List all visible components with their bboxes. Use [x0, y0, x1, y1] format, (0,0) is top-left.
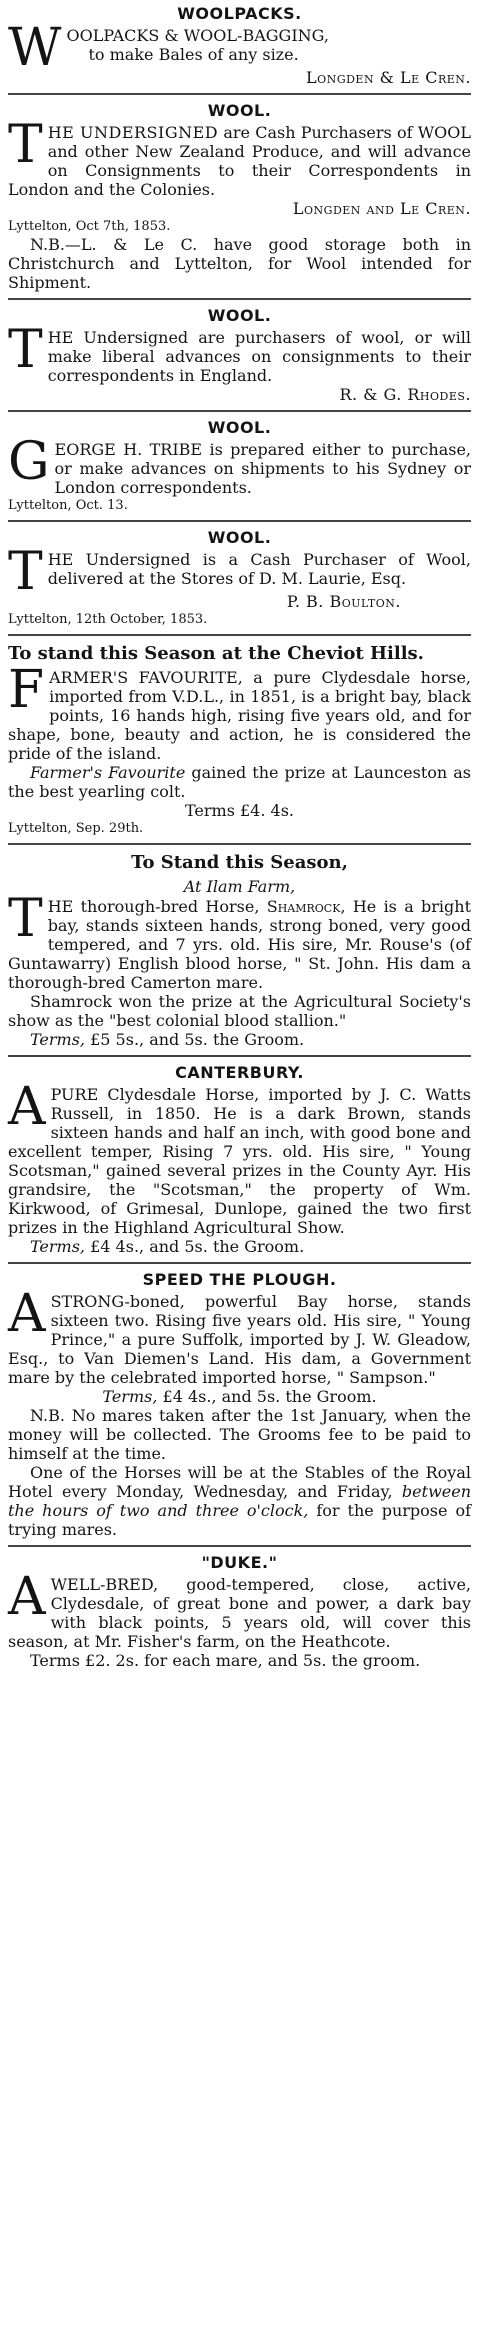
ad-dateline: Lyttelton, Oct. 13. [8, 498, 128, 513]
ad-heading: WOOL. [207, 101, 272, 120]
ad-note: for the purpose of trying mares. [8, 1501, 471, 1539]
ad-signature: R. & G. Rhodes. [339, 385, 471, 404]
drop-cap: A [8, 1567, 46, 1627]
ad-body: EORGE H. TRIBE is prepared either to purchase, or make advances on shipments to his Sydney or London correspondents. [54, 440, 471, 497]
ad-body: HE thorough-bred Horse, [47, 897, 260, 916]
divider [8, 1055, 471, 1057]
divider [8, 520, 471, 522]
drop-cap: A [8, 1077, 46, 1137]
ad-body: HE Undersigned are purchasers of wool, or will make liberal advances on consignments to their correspondents in England. [47, 328, 471, 385]
ad-terms-label: Terms, [102, 1387, 158, 1406]
ad-terms-label: Terms, [30, 1030, 86, 1049]
ad-heading: "DUKE." [201, 1553, 278, 1572]
divider [8, 843, 471, 845]
drop-cap: T [8, 115, 43, 175]
ad-canterbury [8, 1063, 471, 1256]
ad-body: He is a bright bay, stands sixteen hands, strong boned, very good tempered, and 7 yrs. old. His sire, Mr. Rouse's (of Guntawarry) English blood horse, " St. John. His dam a thorough-bred Camerton mare. [8, 897, 472, 992]
ad-farmers-favourite [8, 642, 471, 837]
ad-note-emphasis: between the hours of two and three o'clock, [8, 1482, 471, 1520]
drop-cap: T [8, 542, 43, 602]
divider [8, 634, 471, 636]
drop-cap: G [8, 432, 50, 492]
ad-duke [8, 1553, 471, 1670]
ad-signature: Longden & Le Cren. [306, 68, 471, 87]
ad-first-word: HE UNDERSIGNED [47, 123, 219, 142]
ad-body: ARMER'S FAVOURITE, a pure Clydesdale horse, imported from V.D.L., in 1851, is a bright bay, black points, 16 hands high, rising five years old, and for shape, bone, beauty and action, he is considered the pride of the island. [8, 668, 471, 763]
ad-body: are Cash Purchasers of WOOL and other New Zealand Produce, and will advance on Consignments to their Correspondents in London and the Colonies. [8, 123, 472, 199]
horse-name: Shamrock, [266, 897, 346, 916]
divider [8, 410, 471, 412]
drop-cap: F [8, 660, 45, 720]
ad-terms: £5 5s., and 5s. the Groom. [90, 1030, 305, 1049]
ad-line: OOLPACKS & WOOL-BAGGING, [66, 26, 329, 45]
divider [8, 298, 471, 300]
ad-woolpacks [8, 4, 471, 87]
ad-dateline: Lyttelton, Sep. 29th. [8, 821, 144, 836]
ad-shamrock [8, 851, 471, 1049]
ad-note: Shamrock won the prize at the Agricultural Society's show as the "best colonial blood stallion." [8, 992, 471, 1030]
ad-note: N.B. No mares taken after the 1st January, when the money will be collected. The Grooms fee to be paid to himself at the time. [8, 1406, 471, 1463]
divider [8, 93, 471, 95]
ad-heading: To Stand this Season, [131, 852, 348, 873]
ad-dateline: Lyttelton, Oct 7th, 1853. [8, 219, 171, 234]
divider [8, 1545, 471, 1547]
ad-heading: WOOL. [207, 418, 272, 437]
ad-terms: Terms £4. 4s. [184, 801, 295, 820]
ad-wool-rhodes [8, 306, 471, 404]
ad-dateline: Lyttelton, 12th October, 1853. [8, 612, 208, 627]
ad-wool-longden [8, 101, 471, 292]
ad-wool-tribe [8, 418, 471, 514]
drop-cap: A [8, 1284, 46, 1344]
ad-note: gained the prize at Launceston as the best yearling colt. [8, 763, 471, 801]
ad-body: STRONG-boned, powerful Bay horse, stands sixteen two. Rising five years old. His sire, " Young Prince," a pure Suffolk, imported by J. W. Gleadow, Esq., to Van Diemen's Land. His dam, a Government mare by the celebrated imported horse, " Sampson." [8, 1292, 471, 1387]
ad-terms: £4 4s., and 5s. the Groom. [90, 1237, 305, 1256]
divider [8, 1262, 471, 1264]
ad-terms-label: Terms, [30, 1237, 86, 1256]
ad-speed-the-plough [8, 1270, 471, 1539]
ad-terms: Terms £2. 2s. for each mare, and 5s. the groom. [30, 1651, 421, 1670]
ad-line: to make Bales of any size. [88, 45, 299, 64]
ad-sub-heading: At Ilam Farm, [183, 877, 296, 896]
ad-heading: WOOL. [207, 306, 272, 325]
ad-wool-boulton [8, 528, 471, 628]
drop-cap: W [8, 18, 62, 78]
ad-signature: P. B. Boulton. [286, 592, 401, 611]
ad-terms: £4 4s., and 5s. the Groom. [162, 1387, 377, 1406]
horse-name: Farmer's Favourite [30, 763, 186, 782]
ad-heading: To stand this Season at the Cheviot Hills. [8, 643, 424, 664]
ad-note: One of the Horses will be at the Stables of the Royal Hotel every Monday, Wednesday, and Friday, [8, 1463, 471, 1501]
ad-note: N.B.—L. & Le C. have good storage both in Christchurch and Lyttelton, for Wool intended for Shipment. [8, 235, 471, 292]
ad-heading: SPEED THE PLOUGH. [142, 1270, 337, 1289]
ad-heading: WOOLPACKS. [177, 4, 302, 23]
ad-body: PURE Clydesdale Horse, imported by J. C. Watts Russell, in 1850. He is a dark Brown, stands sixteen hands and half an inch, with good bone and excellent temper, Rising 7 yrs. old. His sire, " Young Scotsman," gained several prizes in the County Ayr. His grandsire, the "Scotsman," the property of Wm. Kirkwood, of Grimesal, Dunlope, gained the two first prizes in the Highland Agricultural Show. [8, 1085, 471, 1237]
drop-cap: T [8, 889, 43, 949]
ad-signature: Longden and Le Cren. [292, 199, 471, 218]
ad-body: HE Undersigned is a Cash Purchaser of Wool, delivered at the Stores of D. M. Laurie, Esq. [47, 550, 471, 588]
drop-cap: T [8, 320, 43, 380]
ad-heading: WOOL. [207, 528, 272, 547]
ad-body: WELL-BRED, good-tempered, close, active, Clydesdale, of great bone and power, a dark bay with black points, 5 years old, will cover this season, at Mr. Fisher's farm, on the Heathcote. [8, 1575, 471, 1651]
ad-heading: CANTERBURY. [175, 1063, 304, 1082]
